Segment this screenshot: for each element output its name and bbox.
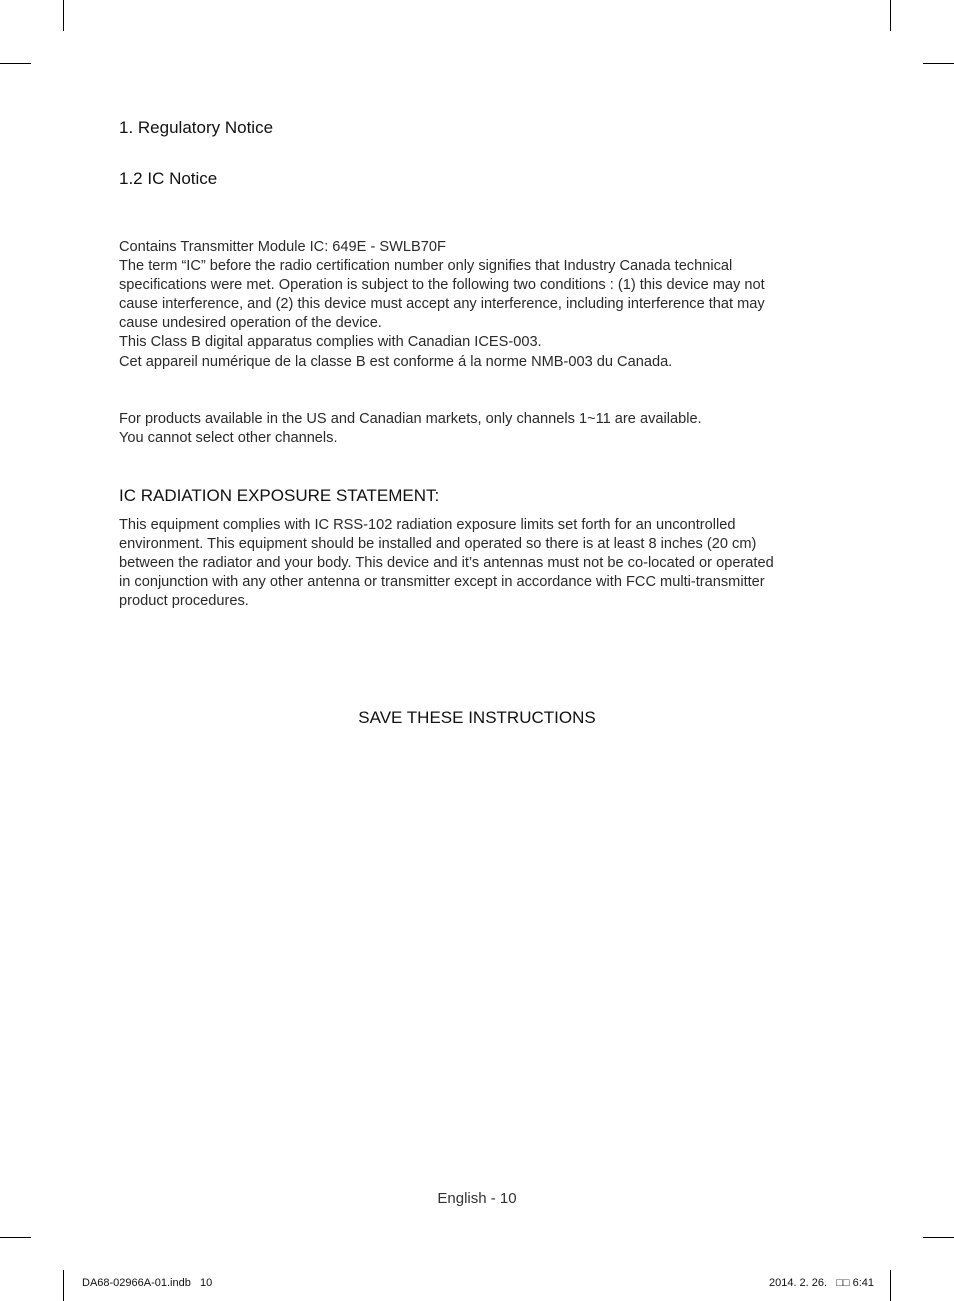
print-slug-file: DA68-02966A-01.indb 10	[82, 1277, 213, 1289]
page-number: English - 10	[437, 1190, 517, 1207]
crop-mark-bottom-right-v	[890, 1270, 891, 1301]
ic-notice-line: specifications were met. Operation is subject to the following two conditions : (1) this device may not	[119, 277, 765, 294]
ic-notice-paragraph	[119, 238, 819, 372]
page-content	[119, 117, 819, 611]
channels-line: You cannot select other channels.	[119, 429, 338, 446]
save-instructions-heading: SAVE THESE INSTRUCTIONS	[358, 708, 596, 727]
radiation-paragraph	[119, 516, 819, 611]
radiation-line: environment. This equipment should be installed and operated so there is at least 8 inches (20 cm)	[119, 535, 757, 552]
ic-notice-line: This Class B digital apparatus complies with Canadian ICES-003.	[119, 334, 542, 351]
ic-notice-line: Contains Transmitter Module IC: 649E - SWLB70F	[119, 239, 446, 255]
crop-mark-bottom-left-h	[0, 1237, 31, 1238]
radiation-line: product procedures.	[119, 593, 249, 610]
crop-mark-top-left-v	[63, 0, 64, 31]
channels-paragraph	[119, 410, 819, 448]
channels-line: For products available in the US and Canadian markets, only channels 1~11 are available.	[119, 410, 702, 427]
radiation-line: between the radiator and your body. This device and it’s antennas must not be co-located or operated	[119, 555, 774, 572]
ic-notice-line: Cet appareil numérique de la classe B est conforme á la norme NMB-003 du Canada.	[119, 353, 673, 370]
crop-mark-top-left-h	[0, 63, 31, 64]
crop-mark-top-right-h	[923, 63, 954, 64]
ic-notice-line: cause undesired operation of the device.	[119, 315, 382, 332]
ic-notice-line: The term “IC” before the radio certification number only signifies that Industry Canada technical	[119, 258, 733, 275]
section-heading-ic-notice: 1.2 IC Notice	[119, 169, 218, 188]
crop-mark-bottom-left-v	[63, 1270, 64, 1301]
crop-mark-bottom-right-h	[923, 1237, 954, 1238]
radiation-line: This equipment complies with IC RSS-102 radiation exposure limits set forth for an uncontrolled	[119, 516, 736, 533]
crop-mark-top-right-v	[890, 0, 891, 31]
section-heading-radiation-exposure: IC RADIATION EXPOSURE STATEMENT:	[119, 485, 440, 505]
print-slug-date: 2014. 2. 26. □□ 6:41	[768, 1277, 874, 1289]
radiation-line: in conjunction with any other antenna or transmitter except in accordance with FCC multi-transmitter	[119, 574, 765, 591]
ic-notice-line: cause interference, and (2) this device must accept any interference, including interference that may	[119, 296, 765, 313]
section-heading-regulatory-notice: 1. Regulatory Notice	[119, 118, 274, 137]
